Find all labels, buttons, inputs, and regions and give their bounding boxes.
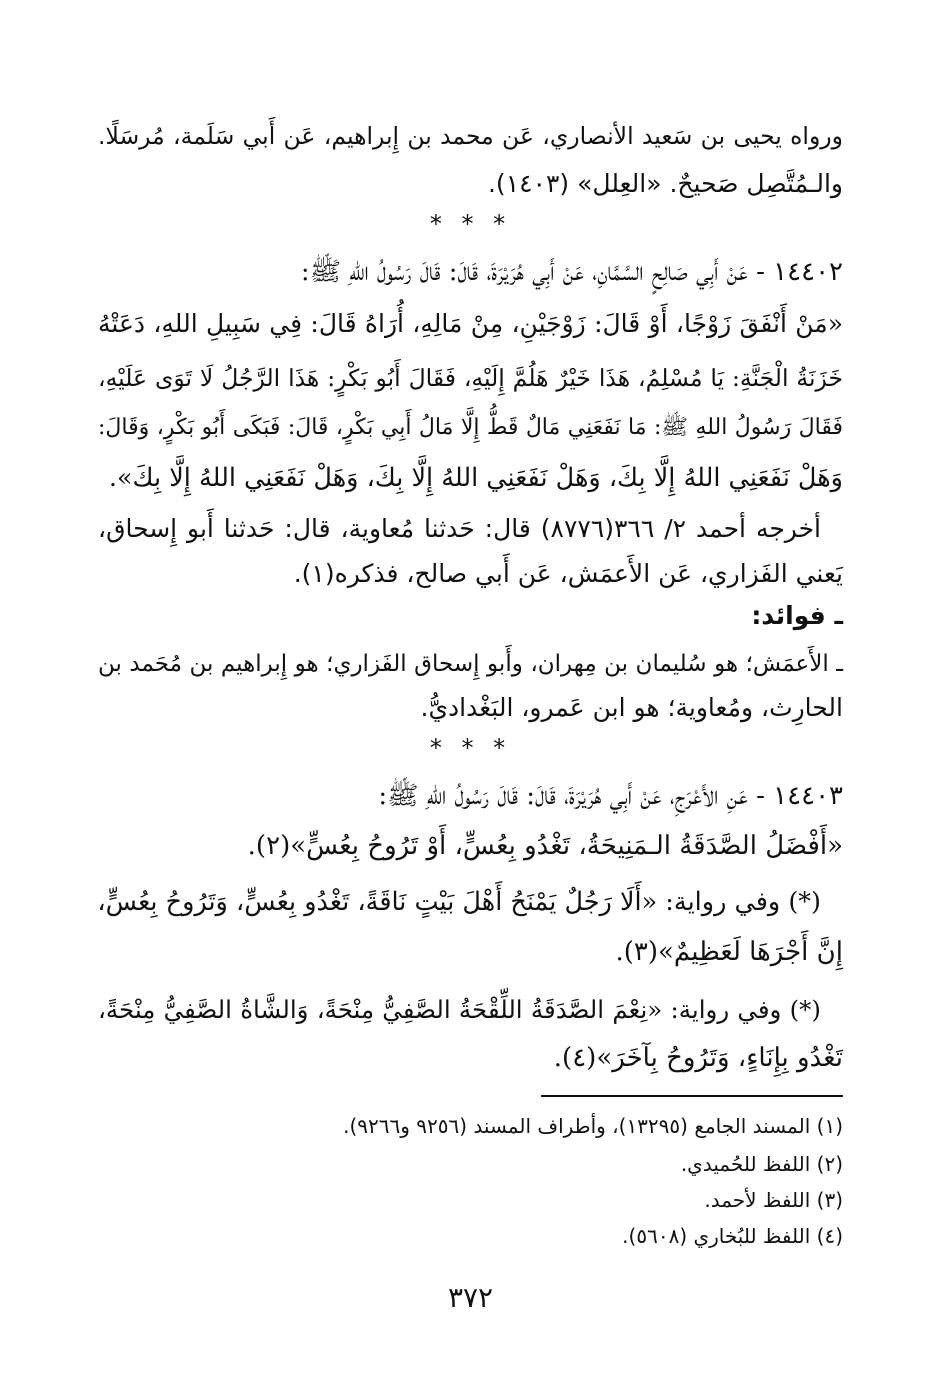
intro-line-2: والـمُتَّصِل صَحيحٌ. «العِلل» (١٤٠٣). [487,169,843,198]
hadith-14403-header: ١٤٤٠٣ - عَنِ الأَعْرَجِ، عَنْ أَبِي هُرَيْرَةَ، قَالَ: قَالَ رَسُولُ اللهِ ﷺ: [378,781,843,811]
takhrij-line-1: أخرجه أحمد ٢/ ٣٦٦(٨٧٧٦) قال: حَدثنا مُعاوية، قال: حَدثنا أَبو إِسحاق، [98,514,821,543]
hadith-14402-text-1: «مَنْ أَنْفَقَ زَوْجًا، أَوْ قَالَ: زَوْجَيْنِ، مِنْ مَالِهِ، أُرَاهُ قَالَ: فِي سَبِيلِ اللهِ، دَعَتْهُ [98,309,843,338]
benefits-line-2: الحارِث، ومُعاوية؛ هو ابن عَمرو، البَغْداديُّ. [420,693,843,722]
footnote-separator [541,1095,843,1097]
page-number: ٣٧٢ [447,1281,494,1314]
intro-line-1: ورواه يحيى بن سَعيد الأنصاري، عَن محمد بن إِبراهيم، عَن أَبي سَلَمة، مُرسَلًا. [98,122,843,150]
benefits-heading: ـ فوائد: [751,601,843,630]
footnote-4: (٤) اللفظ للبُخاري (٥٦٠٨). [622,1224,843,1248]
variant-1-line-1: (*) وفي رواية: «أَلَا رَجُلٌ يَمْنَحُ أَهْلَ بَيْتٍ نَاقَةً، تَغْدُو بِعُسٍّ، وَتَرُوحُ بِعُسٍّ، [97,887,821,917]
section-separator: * * * [429,734,512,762]
footnote-2: (٢) اللفظ للحُميدي. [680,1152,843,1176]
benefits-line-1: ـ الأَعمَش؛ هو سُليمان بن مِهران، وأَبو إِسحاق الفَزاري؛ هو إِبراهيم بن مُحَمد بن [98,651,843,677]
hadith-14402-header: ١٤٤٠٢ - عَنْ أَبِي صَالِحٍ السَّمَّانِ، عَنْ أَبِي هُرَيْرَةَ، قَالَ: قَالَ رَسُولُ اللهِ ﷺ: [300,257,843,287]
hadith-14403-text: «أَفْضَلُ الصَّدَقَةُ الـمَنِيحَةُ، تَغْدُو بِعُسٍّ، أَوْ تَرُوحُ بِعُسٍّ»(٢). [247,831,843,861]
variant-2-line-2: تَغْدُو بِإِنَاءٍ، وَتَرُوحُ بِآخَرَ»(٤). [553,1043,843,1073]
hadith-14402-text-2: خَزَنَةُ الْجَنَّةِ: يَا مُسْلِمُ، هَذَا خَيْرٌ هَلُمَّ إِلَيْهِ، فَقَالَ أَبُو بَكْرٍ: هَذَا الرَّجُلُ لَا تَوَى عَلَيْهِ، [98,364,843,392]
hadith-14402-text-3: فَقَالَ رَسُولُ اللهِ ﷺ: مَا نَفَعَنِي مَالٌ قَطُّ إِلَّا مَالُ أَبِي بَكْرٍ، قَالَ: فَبَكَى أَبُو بَكْرٍ، وَقَالَ: [98,415,843,440]
footnote-1: (١) المسند الجامع (١٣٢٩٥)، وأطراف المسند (٩٢٥٦ و٩٢٦٦). [343,1114,843,1138]
footnote-3: (٣) اللفظ لأحمد. [704,1188,843,1212]
section-separator: * * * [429,210,512,238]
variant-1-line-2: إِنَّ أَجْرَهَا لَعَظِيمٌ»(٣). [615,937,843,967]
takhrij-line-2: يَعني الفَزاري، عَن الأَعمَش، عَن أَبي صالح، فذكره(١). [293,559,843,588]
variant-2-line-1: (*) وفي رواية: «نِعْمَ الصَّدَقَةُ اللِّقْحَةُ الصَّفِيُّ مِنْحَةً، وَالشَّاةُ الصَّفِيُّ مِنْحَةً، [98,995,821,1024]
hadith-14402-text-4: وَهَلْ نَفَعَنِي اللهُ إِلَّا بِكَ، وَهَلْ نَفَعَنِي اللهُ إِلَّا بِكَ، وَهَلْ نَفَعَنِي اللهُ إِلَّا بِكَ». [108,463,843,493]
